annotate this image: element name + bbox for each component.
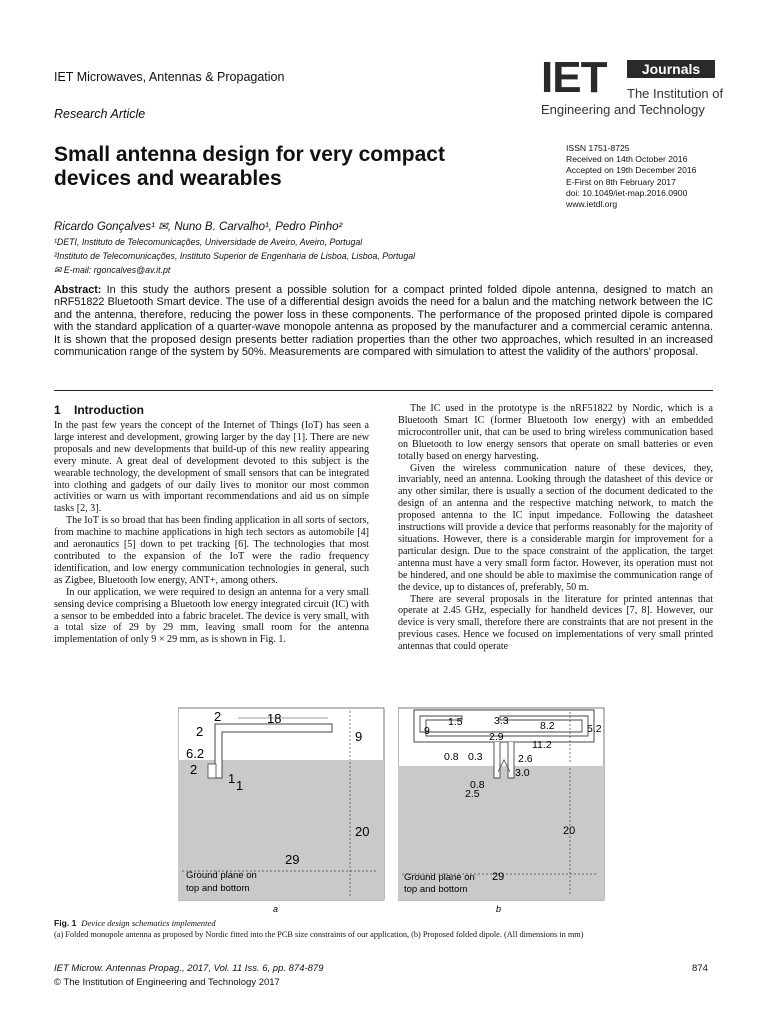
accepted-date: Accepted on 19th December 2016: [566, 165, 697, 176]
subfigure-label: a: [273, 904, 279, 914]
abstract-label: Abstract:: [54, 284, 102, 296]
dim-label: 2.5: [465, 788, 480, 800]
abstract-text: In this study the authors present a possible solution for a compact printed folded dipole antenna, designed to match an nRF51822 Bluetooth Smart device. The use of a differential design avoids the need for a balun and the matching network between the IC and the antenna, therefore, reducing the power loss in these components. The performance of the proposed printed dipole is compared with the standard application of a quarter-wave monopole antenna as proposed by the manufacturer and a commercial ceramic antenna. It is shown that the proposed design presents better radiation properties than the other two approaches, which resulted in an increased communication range of the system by 50%. Measurements are compared with simulation to attest the validity of the authors' proposal.: [54, 284, 714, 359]
caption-label: Fig. 1: [54, 918, 77, 928]
dim-label: 1: [236, 778, 244, 793]
paragraph: There are several proposals in the literature for printed antennas that operate at 2.45 GHz, especially for handheld devices [7, 8]. However, our device is very small, therefore there are constraints that are not present in the previous cases. Hence we focused on implementations of very small printed antennas that could operate: [398, 593, 713, 653]
figure-caption-title: [54, 918, 216, 928]
dim-label: 11.2: [532, 739, 552, 751]
dim-label: 0.3: [468, 751, 483, 763]
footer-copyright: © The Institution of Engineering and Technology 2017: [54, 977, 280, 988]
dim-label: 3.0: [515, 767, 530, 779]
logo-badge: Journals: [627, 60, 715, 78]
paragraph: In the past few years the concept of the Internet of Things (IoT) has seen a large interest and development, growing larger by the day [1]. There are new proposals and new developments that build-up of this new reality appearing every minute. A great deal of development devoted to this subject is the wearable technology, the development of small sensors that can be integrated into clothing and gadgets of our daily lives to monitor our most common activities or warn us with important recommendations and aid us on simple tasks [2, 3].: [54, 420, 369, 515]
doi[interactable]: doi: 10.1049/iet-map.2016.0900: [566, 187, 688, 198]
right-column: [398, 403, 713, 653]
article-type: Research Article: [54, 107, 146, 121]
dim-label: 2: [196, 724, 204, 739]
paper-title: [54, 143, 534, 191]
left-column: [54, 420, 369, 646]
issn: ISSN 1751-8725: [566, 143, 630, 153]
dim-label: 2.6: [518, 753, 533, 765]
figure-panel-a: [178, 706, 388, 916]
website[interactable]: www.ietdl.org: [566, 199, 618, 210]
dim-label: 9: [355, 729, 363, 744]
feed-stub: [208, 764, 216, 778]
abstract: [54, 284, 713, 358]
dim-label: 29: [285, 852, 300, 867]
dim-label: 8.2: [540, 720, 555, 732]
section-number: 1: [54, 403, 61, 417]
dim-label: 1: [228, 771, 236, 786]
paragraph: The IC used in the prototype is the nRF51822 by Nordic, which is a Bluetooth Smart IC (former Bluetooth low energy) with an embedded microcontroller unit, that can be used to bring wireless communication based on Bluetooth to low energy sensors that operate on small batteries or even totally based on energy harvesting.: [398, 403, 713, 462]
ground-plane-label: top and bottom: [186, 883, 250, 894]
dim-label: 3.3: [494, 715, 509, 727]
divider: [54, 390, 713, 391]
caption-title: Device design schematics implemented: [81, 918, 216, 928]
dim-label: 0.8: [470, 779, 485, 791]
dim-label: 2: [190, 762, 198, 777]
section-title: Introduction: [74, 403, 144, 417]
received-date: Received on 14th October 2016: [566, 154, 688, 165]
figure-panel-b: [398, 706, 610, 916]
ground-plane-label: top and bottom: [404, 884, 468, 895]
authors: Ricardo Gonçalves¹ ✉, Nuno B. Carvalho¹, Pedro Pinho²: [54, 221, 343, 233]
dim-label: 29: [492, 871, 505, 883]
title-line-1: Small antenna design for very compact: [54, 143, 445, 166]
logo-line-2: Engineering and Technology: [541, 102, 705, 117]
logo-mark: IET: [541, 53, 607, 102]
section-heading: [54, 403, 144, 417]
footer-citation: IET Microw. Antennas Propag., 2017, Vol. 11 Iss. 6, pp. 874-879: [54, 963, 324, 974]
dim-label: 9: [424, 725, 430, 737]
efirst-date: E-First on 8th February 2017: [566, 176, 676, 187]
ground-plane-label: Ground plane on: [186, 870, 257, 881]
page-number: 874: [692, 963, 708, 974]
contact-email[interactable]: ✉ E-mail: rgoncalves@av.it.pt: [54, 265, 171, 275]
ground-plane-label: Ground plane on: [404, 872, 475, 883]
dim-label: 2.9: [489, 731, 504, 743]
dim-label: 2: [214, 709, 222, 724]
dim-label: 1.5: [448, 716, 463, 728]
paragraph: The IoT is so broad that has been finding application in all sorts of sectors, from machine to machine applications in high tech sectors as automobile [4] and aeronautics [5] down to pet tracking [6]. The technologies that most contributed to the expansion of the IoT were the radio frequency identification, and low energy communication technologies in general, such as Zigbee, Bluetooth low energy, ANT+, among others.: [54, 515, 369, 586]
affiliation-2: ²Instituto de Telecomunicações, Instituto Superior de Engenharia de Lisboa, Lisboa, Portugal: [54, 251, 416, 261]
figure-caption-text: (a) Folded monopole antenna as proposed by Nordic fitted into the PCB size constraints of our application, (b) Proposed folded dipole. (All dimensions in mm): [54, 930, 584, 939]
paragraph: In our application, we were required to design an antenna for a very small sensing device comprising a Bluetooth low energy integrated circuit (IC) with a sensor to be embedded into a fabric bracelet. The device is very small, with a total size of 29 by 29 mm, leaving small room for the antenna implementation of only 9 × 29 mm, as is shown in Fig. 1.: [54, 586, 369, 646]
affiliation-1: ¹DETI, Instituto de Telecomunicações, Universidade de Aveiro, Aveiro, Portugal: [54, 237, 363, 247]
logo-line-1: The Institution of: [627, 86, 724, 101]
dim-label: 0.8: [444, 751, 459, 763]
dim-label: 20: [563, 825, 576, 837]
title-line-2: devices and wearables: [54, 167, 282, 190]
iet-logo: [541, 53, 724, 122]
dim-label: 18: [267, 711, 282, 726]
dim-label: 6.2: [186, 746, 205, 761]
subfigure-label: b: [496, 904, 502, 914]
dim-label: 5.2: [587, 723, 602, 735]
journal-name: IET Microwaves, Antennas & Propagation: [54, 70, 285, 84]
paragraph: Given the wireless communication nature of these devices, they, invariably, need an antenna. Looking through the datasheet of this device or any other similar, there is usually a section of the document dedicated to the design of an antenna and the respective matching network, to match the proposed antenna to the IC input impedance. Following the datasheet instructions will provide a device that performs reasonably for the majority of situations. However, there is a considerable margin for improvement for a particular design. Due to the space constraint of the application, the target antenna must have a very small form factor. However, its operation must not be hindered, and one should be able to maximise the communication range of the device, up to distances of, preferably, 50 m.: [398, 462, 713, 593]
dim-label: 20: [355, 824, 370, 839]
article-metadata: [566, 143, 696, 210]
